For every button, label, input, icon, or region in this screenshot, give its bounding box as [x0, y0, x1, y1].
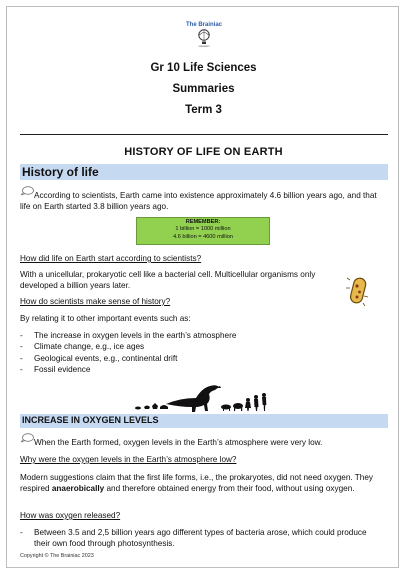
section-heading: History of life: [22, 165, 99, 179]
section-header-history-of-life: [20, 164, 388, 180]
list-item: - Between 3.5 and 2,5 billion years ago different types of bacteria arose, which could produce their own food through photosynthesis.: [20, 527, 376, 550]
document-title: HISTORY OF LIFE ON EARTH: [124, 146, 283, 158]
evolution-silhouette-illustration: [130, 376, 276, 412]
summaries-heading: Summaries: [172, 83, 235, 95]
bacterium-icon: [345, 276, 371, 306]
list-item: - The increase in oxygen levels in the earth’s atmosphere: [20, 330, 236, 341]
question-how-oxygen-released: How was oxygen released?: [20, 511, 121, 520]
oxygen-release-list: [20, 527, 376, 550]
question-how-make-sense-of-history: How do scientists make sense of history?: [20, 297, 171, 306]
logo-brand-text: The Brainiac: [185, 22, 222, 28]
logo-tagline: education: [198, 45, 210, 48]
remember-line-1: 1 billion = 1000 million: [175, 226, 231, 233]
remember-title: REMEMBER:: [185, 219, 221, 225]
section-heading: INCREASE IN OXYGEN LEVELS: [22, 415, 159, 425]
remember-box: [136, 217, 270, 245]
remember-line-2: 4.6 billion = 4600 million: [173, 233, 233, 240]
header-divider: [20, 134, 388, 135]
brainiac-logo: [178, 22, 230, 48]
section-header-oxygen-levels: [20, 414, 388, 428]
answer-how-did-life-start: With a unicellular, prokaryotic cell like a bacterial cell. Multicellular organisms only developed a billion years later.: [20, 270, 316, 291]
list-item: - Fossil evidence: [20, 364, 236, 375]
question-why-oxygen-low: Why were the oxygen levels in the Earth’s atmosphere low?: [20, 455, 237, 464]
copyright-footer: Copyright © The Brainiac 2023: [20, 553, 94, 559]
list-item: - Climate change, e.g., ice ages: [20, 341, 236, 352]
hot-air-balloon-icon: [197, 29, 211, 45]
answer-relating-events: By relating it to other important events such as:: [20, 314, 191, 323]
answer-text: and therefore obtained energy from their food, without using oxygen.: [104, 484, 355, 494]
anaerobically-term: anaerobically: [51, 484, 105, 494]
events-list: [20, 330, 236, 375]
list-item: - Geological events, e.g., continental drift: [20, 353, 236, 364]
grade-subject-heading: Gr 10 Life Sciences: [150, 62, 257, 74]
answer-text: Modern suggestions claim that the first life forms, i.e., the prokaryotes, did not need oxygen. They respired: [20, 473, 374, 494]
question-how-did-life-start: How did life on Earth start according to scientists?: [20, 254, 202, 263]
intro-paragraph: According to scientists, Earth came into existence approximately 4.6 billion years ago, and that life on Earth started 3.8 billion years ago.: [20, 191, 377, 212]
answer-why-oxygen-low: [20, 472, 384, 494]
oxygen-intro-paragraph: When the Earth formed, oxygen levels in the Earth’s atmosphere were very low.: [34, 438, 323, 447]
term-heading: Term 3: [185, 104, 222, 116]
